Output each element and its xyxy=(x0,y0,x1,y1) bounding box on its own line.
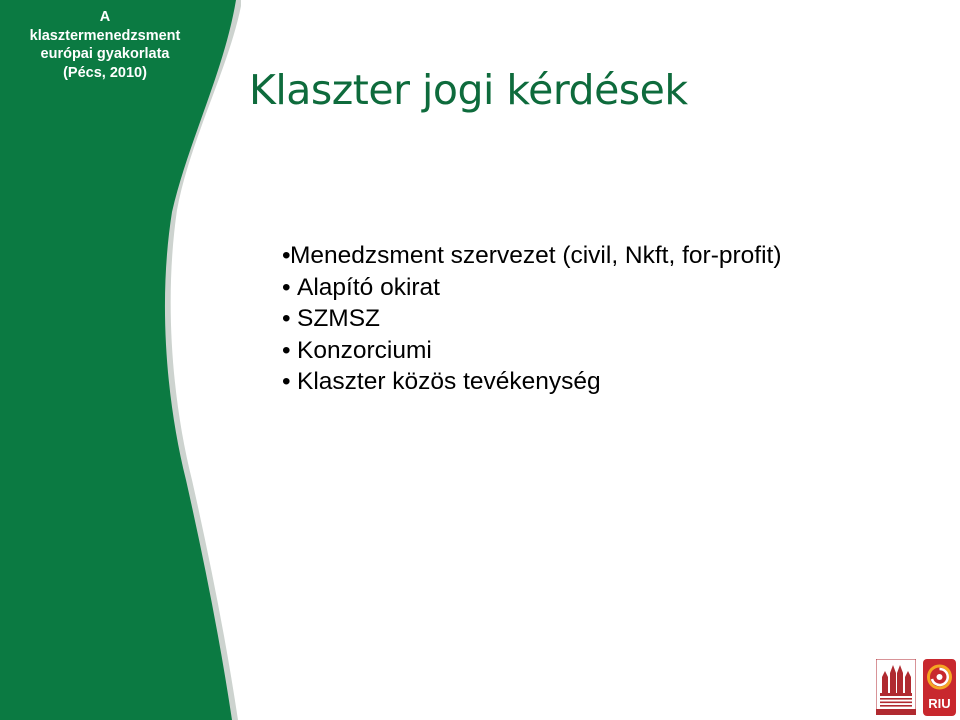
riu-logo-text: RIU xyxy=(928,696,951,711)
sidebar-caption-line-3: európai gyakorlata xyxy=(40,46,170,62)
sidebar-caption-line-1: A xyxy=(99,9,111,25)
pecs-baranya-chamber-logo-icon xyxy=(876,659,916,715)
bullet-text: Klaszter közös tevékenység xyxy=(297,368,601,395)
sidebar-caption-line-2: klasztermenedzsment xyxy=(29,27,181,44)
sidebar-green-panel xyxy=(0,0,236,720)
bullet-item xyxy=(282,335,781,367)
bullet-marker: • xyxy=(282,305,291,332)
bullet-marker: • xyxy=(282,242,291,269)
bullet-text: SZMSZ xyxy=(297,305,381,332)
bullet-marker: • xyxy=(282,368,291,395)
bullet-item xyxy=(282,240,781,272)
slide-title: Klaszter jogi kérdések xyxy=(249,66,688,114)
bullet-text: Konzorciumi xyxy=(297,336,432,364)
bullet-item xyxy=(282,366,781,398)
bullet-item xyxy=(282,303,781,335)
bullet-list xyxy=(282,240,781,398)
riu-logo-icon xyxy=(923,659,956,716)
bullet-marker: • xyxy=(282,273,291,301)
sidebar-caption xyxy=(8,8,202,82)
bullet-item xyxy=(282,272,781,304)
bullet-text: Menedzsment szervezet (civil, Nkft, for-profit) xyxy=(290,242,782,269)
bullet-text: Alapító okirat xyxy=(297,273,440,301)
sidebar-caption-line-4: (Pécs, 2010) xyxy=(63,64,147,81)
bullet-marker: • xyxy=(282,336,291,364)
